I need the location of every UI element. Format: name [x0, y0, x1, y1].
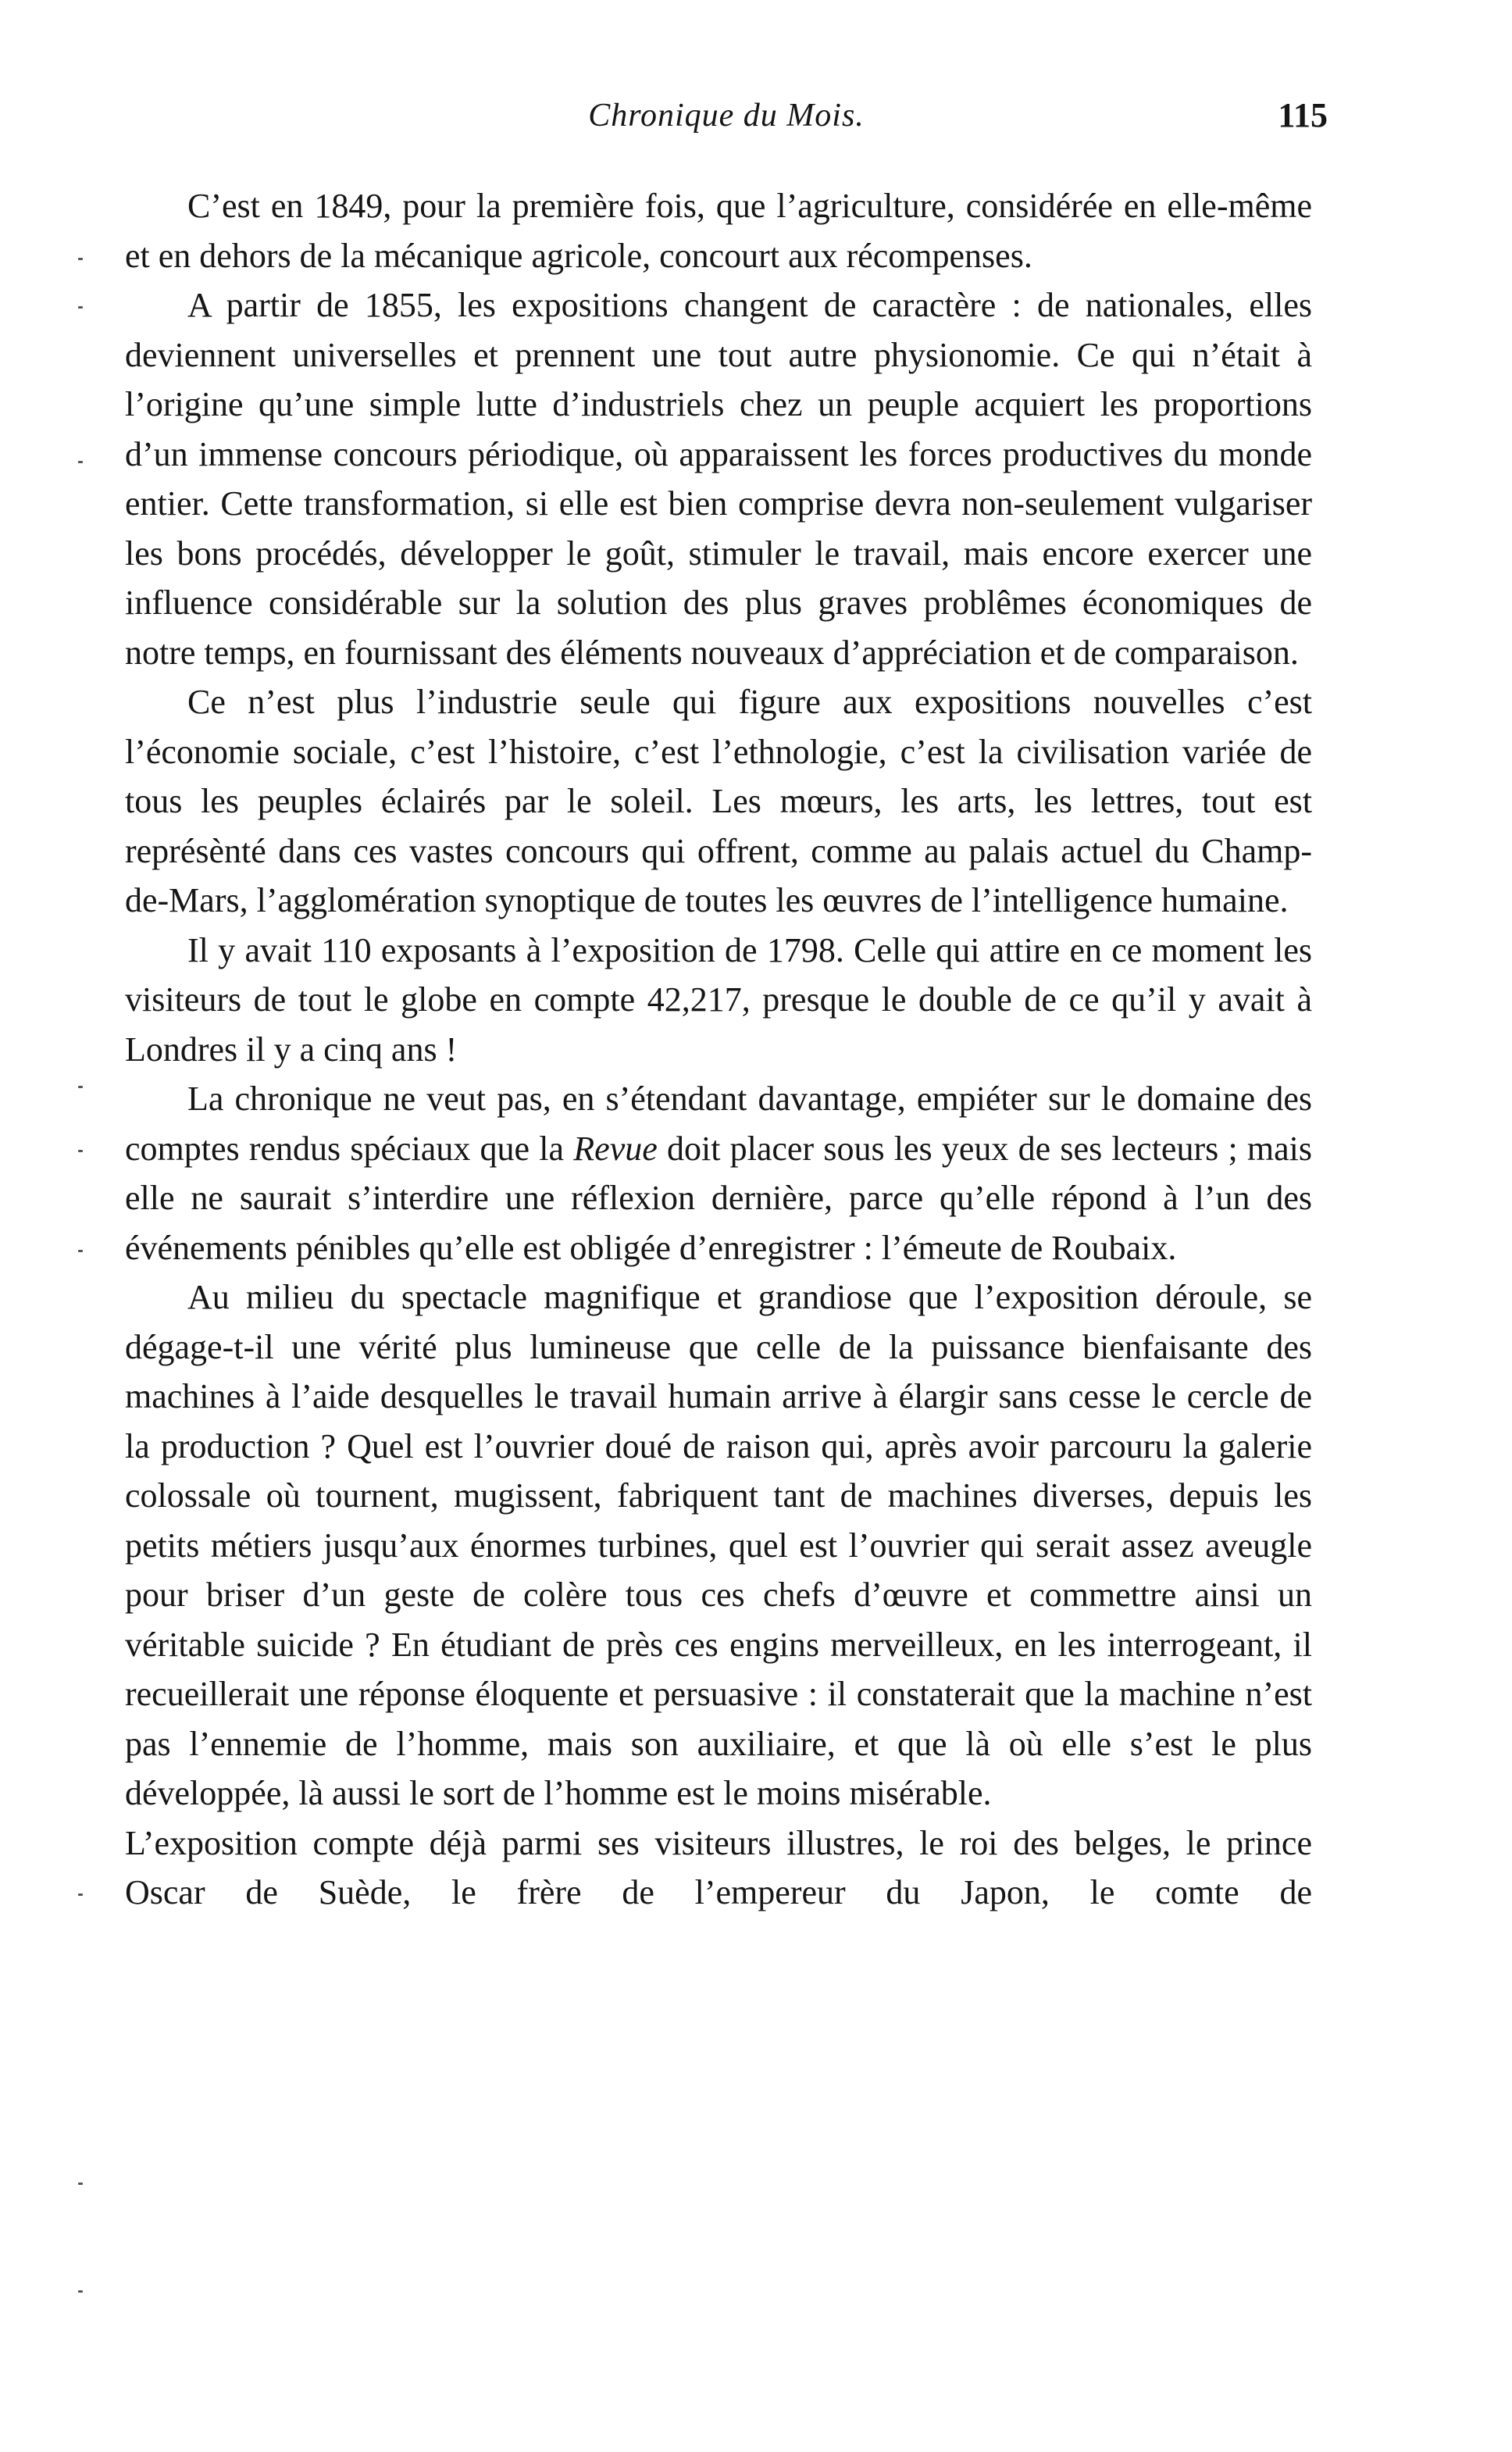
margin-speck [78, 461, 83, 463]
margin-speck [78, 2183, 83, 2185]
paragraph: A partir de 1855, les expositions changent de caractère : de nationales, elles deviennent universelles et prennent une tout autre physionomie. Ce qui n’était à l’origine qu’une simple lutte d’industriels chez un peuple acquiert les proportions d’un immense concours périodique, où apparaissent les forces productives du monde entier. Cette transformation, si elle est bien comprise devra non-seulement vulgariser les bons procédés, développer le goût, stimuler le travail, mais encore exercer une influence considérable sur la solution des plus graves problêmes économiques de notre temps, en fournissant des éléments nouveaux d’appréciation et de comparaison. [125, 286, 1312, 672]
margin-speck [78, 306, 83, 309]
journal-title: Revue [573, 1129, 658, 1168]
running-head: Chronique du Mois. [588, 98, 865, 134]
margin-marks [78, 234, 102, 2265]
paragraph: C’est en 1849, pour la première fois, que l’agriculture, considérée en elle-même et en dehors de la mécanique agricole, concourt aux récompenses. [125, 187, 1312, 275]
paragraph: Au milieu du spectacle magnifique et grandiose que l’exposition déroule, se dégage-t-il une vérité plus lumineuse que celle de la puissance bienfaisante des machines à l’aide desquelles le travail humain arrive à élargir sans cesse le cercle de la production ? Quel est l’ouvrier doué de raison qui, après avoir parcouru la galerie colossale où tournent, mugissent, fabriquent tant de machines diverses, depuis les petits métiers jusqu’aux énormes turbines, quel est l’ouvrier qui serait assez aveugle pour briser d’un geste de colère tous ces chefs d’œuvre et commettre ainsi un véritable suicide ? En étudiant de près ces engins merveilleux, en les interrogeant, il recueillerait une réponse éloquente et persuasive : il constaterait que la machine n’est pas l’ennemie de l’homme, mais son auxiliaire, et que là où elle s’est le plus développée, là aussi le sort de l’homme est le moins misérable. [125, 1278, 1312, 1812]
page-header [125, 92, 1328, 139]
page-number: 115 [1278, 96, 1328, 134]
body-text [125, 181, 1312, 1918]
margin-speck [78, 258, 83, 260]
paragraph: La chronique ne veut pas, en s’étendant davantage, empiéter sur le domaine des comptes rendus spéciaux que la Revue doit placer sous les yeux de ses lecteurs ; mais elle ne saurait s’interdire une réflexion dernière, parce qu’elle répond à l’un des événements pénibles qu’elle est obligée d’enregistrer : l’émeute de Roubaix. [125, 1080, 1312, 1267]
margin-speck [78, 2290, 83, 2293]
margin-speck [78, 1893, 83, 1896]
paragraph-continued: L’exposition compte déjà parmi ses visiteurs illustres, le roi des belges, le prince Oscar de Suède, le frère de l’empereur du Japon, le comte de [125, 1823, 1312, 1911]
paragraph: Ce n’est plus l’industrie seule qui figure aux expositions nouvelles c’est l’économie sociale, c’est l’histoire, c’est l’ethnologie, c’est la civilisation variée de tous les peuples éclairés par le soleil. Les mœurs, les arts, les lettres, tout est représènté dans ces vastes concours qui offrent, comme au palais actuel du Champ-de-Mars, l’agglomération synoptique de toutes les œuvres de l’intelligence humaine. [125, 683, 1312, 919]
paragraph: Il y avait 110 exposants à l’exposition de 1798. Celle qui attire en ce moment les visiteurs de tout le globe en compte 42,217, presque le double de ce qu’il y avait à Londres il y a cinq ans ! [125, 930, 1312, 1069]
margin-speck [78, 1250, 83, 1252]
margin-speck [78, 1150, 83, 1152]
margin-speck [78, 1086, 83, 1088]
